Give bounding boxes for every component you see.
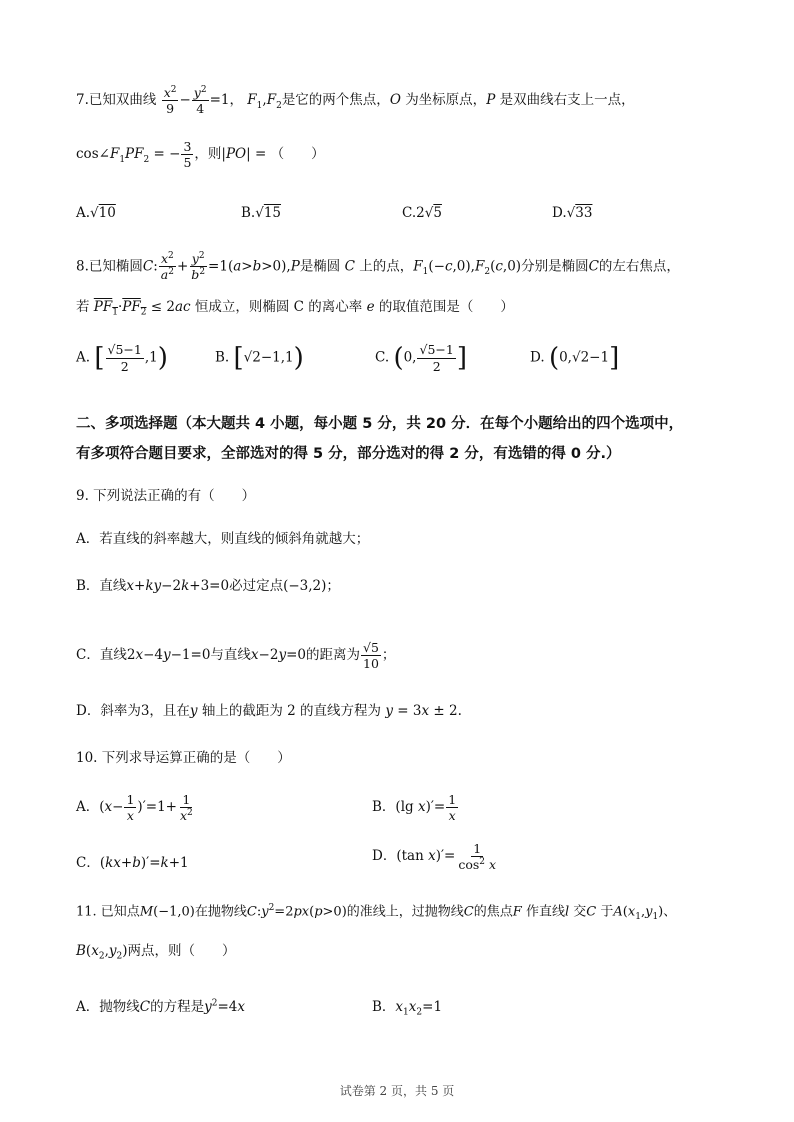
q10-option-b: B．(lg x)′= $\frac{1}{x}$ [372,792,457,824]
q7-frac-3-5: $\frac{3}{5}$ [183,139,192,171]
q7-frac-x2-9: $\frac{x^2}{9}$ [163,85,177,117]
q7-mid: 是它的两个焦点， [281,92,390,109]
q11-line2: $B(x_2,y_2)$两点，则（ ） [76,943,236,962]
q9-stem: 9. 下列说法正确的有（ ） [76,488,256,504]
q10-option-d: D．(tan x)′= $\frac{1}{\cos^2 x}$ [372,841,497,873]
q7-option-a: A.√10 [76,205,116,221]
q10-option-a: A．(x− $\frac{1}{x}$ )′=1+ $\frac{1}{x^2}$ [76,792,193,824]
q7-option-b: B.√15 [241,205,282,221]
q10-option-c: C．(kx+b)′=k+1 [76,855,189,871]
q9-option-d: D．斜率为3，且在y 轴上的截距为 2 的直线方程为 y = 3x ± 2. [76,703,462,719]
q9-option-c: C．直线2x−4y−1=0与直线x−2y=0的距离为 $\frac{√5}{10}$ ； [76,640,396,672]
page-footer: 试卷第 2 页，共 5 页 [339,1084,455,1098]
q7-blank: （ ） [270,146,325,163]
q8-line1: 8.已知椭圆C: $\frac{x^2}{a^2}$ + $\frac{y^2}{b^2}$ =1(a>b>0),P是椭圆 C 上的点，$F_1(-c,0),F_2(c,0)$分别是椭圆C的左右焦点， [76,251,680,283]
q8-option-d: D. (0,√2−1] [530,343,620,373]
q8-line2: 若 $PF_1\cdot PF_2 \le 2ac$ 恒成立，则椭圆 C 的离心率 e 的取值范围是（ ） [76,299,514,318]
q7-number: 7. [76,92,89,109]
q7-option-d: D.√33 [552,205,593,221]
q7-line2: $\cos\angle F_1PF_2$ = − $\frac{3}{5}$ ，则|PO| = （ ） [76,139,325,171]
q8-option-a: A. [ $\frac{√5-1}{2}$ ,1) [76,342,168,374]
q9-option-a: A．若直线的斜率越大，则直线的倾斜角就越大； [76,531,370,547]
q8-option-c: C. (0, $\frac{√5-1}{2}$ ] [375,342,467,374]
q7-stem: 已知双曲线 [88,92,157,109]
q7-option-c: C.2√5 [402,205,442,221]
q7-line1: 7.已知双曲线 $\frac{x^2}{9}$ − $\frac{y^2}{4}$ =1， $F_1,F_2$是它的两个焦点，O 为坐标原点，P 是双曲线右支上一点， [76,85,635,117]
q9-option-b: B．直线x+ky−2k+3=0必过定点(−3,2)； [76,578,340,594]
q11-line1: 11. 已知点M(−1,0)在抛物线$C:y^2=2px(p>0)$的准线上，过抛物线C的焦点F 作直线l 交C 于$A(x_1,y_1)$、 [76,903,677,922]
q7-frac-y2-4: $\frac{y^2}{4}$ [193,85,207,117]
q11-option-b: B．$x_1x_2=1$ [372,999,443,1018]
q8-option-b: B. [√2−1,1) [215,343,304,373]
section2-heading-line2: 有多项符合题目要求，全部选对的得 5 分，部分选对的得 2 分，有选错的得 0 分.） [76,446,621,462]
q11-option-a: A．抛物线C的方程是$y^2=4x$ [76,998,245,1015]
section2-heading-line1: 二、多项选择题（本大题共 4 小题，每小题 5 分，共 20 分．在每个小题给出的四个选项中， [76,416,684,432]
q10-stem: 10. 下列求导运算正确的是（ ） [76,750,291,766]
